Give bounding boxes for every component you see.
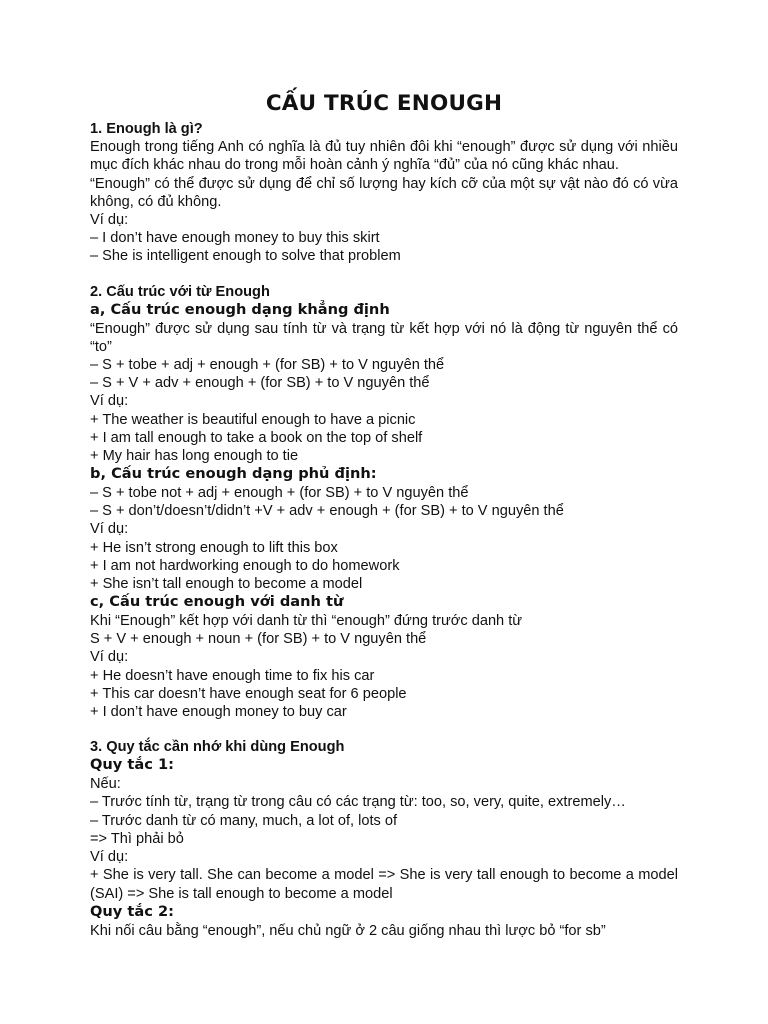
spacer [90,266,678,283]
subsection-a-example: + The weather is beautiful enough to have a picnic [90,411,416,428]
subsection-a-form: – S + V + adv + enough + (for SB) + to V nguyên thể [90,375,430,392]
subsection-c-example: + I don’t have enough money to buy car [90,704,347,721]
subsection-a-heading: a, Cấu trúc enough dạng khẳng định [90,300,390,318]
spacer [90,721,678,738]
rule-1-if-label: Nếu: [90,776,121,793]
rule-1-condition: – Trước danh từ có many, much, a lot of, lots of [90,812,398,829]
subsection-b-example: + I am not hardworking enough to do homework [90,557,400,574]
section-1-example-label: Ví dụ: [90,212,129,229]
subsection-a-example: + I am tall enough to take a book on the top of shelf [90,429,423,446]
section-1-paragraph-2: “Enough” có thể được sử dụng để chỉ số lượng hay kích cỡ của một sự vật nào đó có vừa không, có đủ không. [90,175,678,210]
subsection-a-example-label: Ví dụ: [90,393,129,410]
rule-1-then: => Thì phải bỏ [90,830,184,847]
page-title: CẤU TRÚC ENOUGH [265,91,503,116]
subsection-c-example: + This car doesn’t have enough seat for 6 people [90,685,407,702]
subsection-a-form: – S + tobe + adj + enough + (for SB) + to V nguyên thể [90,357,445,374]
section-2-heading: 2. Cấu trúc với từ Enough [90,283,270,300]
subsection-a-example: + My hair has long enough to tie [90,448,299,465]
document-body [90,120,678,940]
section-1-heading: 1. Enough là gì? [90,121,203,137]
section-1-paragraph-1: Enough trong tiếng Anh có nghĩa là đủ tuy nhiên đôi khi “enough” được sử dụng với nhiều mục đích khác nhau do trong mỗi hoàn cảnh ý nghĩa “đủ” của nó cũng khác nhau. [90,139,678,174]
subsection-b-form: – S + don’t/doesn’t/didn’t +V + adv + enough + (for SB) + to V nguyên thể [90,503,564,520]
subsection-c-example: + He doesn’t have enough time to fix his car [90,667,375,684]
section-3-heading: 3. Quy tắc cần nhớ khi dùng Enough [90,739,345,756]
subsection-c-example-label: Ví dụ: [90,649,129,666]
subsection-b-example-label: Ví dụ: [90,521,129,538]
rule-1-condition: – Trước tính từ, trạng từ trong câu có các trạng từ: too, so, very, quite, extremely… [90,794,626,811]
subsection-c-description: Khi “Enough” kết hợp với danh từ thì “enough” đứng trước danh từ [90,613,523,630]
rule-1-example: + She is very tall. She can become a model => She is very tall enough to become a model (SAI) => She is tall enough to become a model [90,867,678,902]
subsection-c-form: S + V + enough + noun + (for SB) + to V nguyên thể [90,631,427,648]
rule-1-heading: Quy tắc 1: [90,756,174,774]
subsection-b-form: – S + tobe not + adj + enough + (for SB) + to V nguyên thể [90,485,469,502]
section-1-example: – She is intelligent enough to solve that problem [90,248,401,265]
section-1-example: – I don’t have enough money to buy this skirt [90,230,380,247]
rule-2-heading: Quy tắc 2: [90,902,174,920]
subsection-b-heading: b, Cấu trúc enough dạng phủ định: [90,465,377,483]
rule-2-description: Khi nối câu bằng “enough”, nếu chủ ngữ ở 2 câu giống nhau thì lược bỏ “for sb” [90,922,606,939]
subsection-c-heading: c, Cấu trúc enough với danh từ [90,593,344,611]
subsection-a-description: “Enough” được sử dụng sau tính từ và trạng từ kết hợp với nó là động từ nguyên thể có “to” [90,320,678,355]
subsection-b-example: + She isn’t tall enough to become a model [90,576,363,593]
rule-1-example-label: Ví dụ: [90,849,129,866]
subsection-b-example: + He isn’t strong enough to lift this box [90,539,338,556]
